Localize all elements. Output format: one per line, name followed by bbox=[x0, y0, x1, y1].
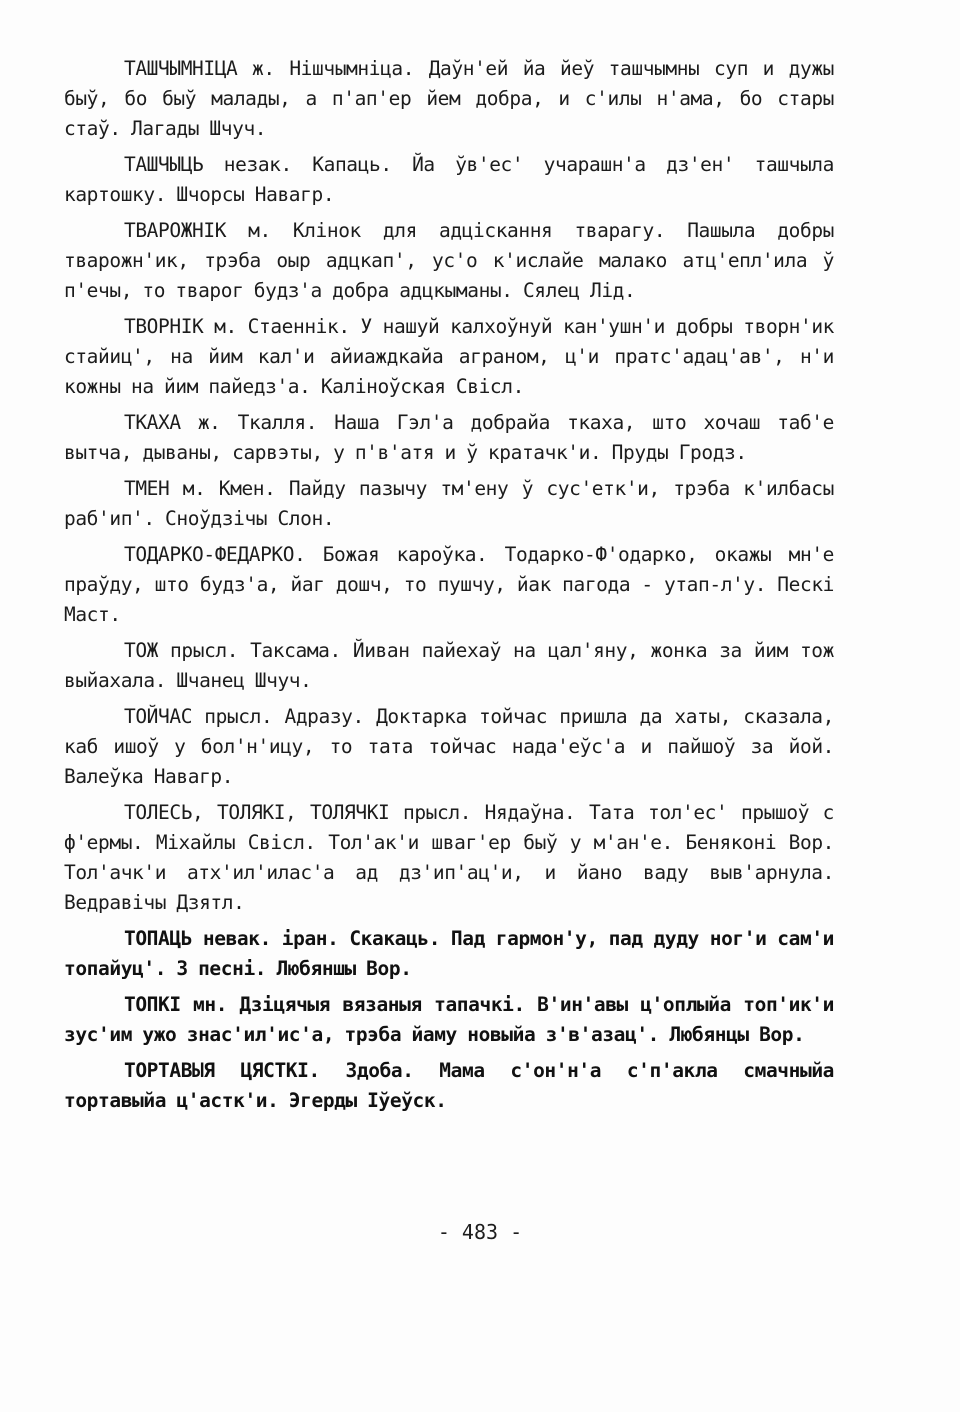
dictionary-entry: ТВОРНІК м. Стаеннік. У нашуй калхоўнуй кан'ушн'и добры творн'ик стайиц', на йим кал'и айиаждкайа аграном, ц'и пратс'адац'ав', н'и кожны на йим пайедз'а. Каліноўская Свісл. bbox=[64, 315, 834, 398]
dictionary-entry: ТКАХА ж. Ткалля. Наша Гэл'а добрайа ткаха, што хочаш таб'е вытча, дываны, сарвэты, у п'в'атя и ў кратачк'и. Пруды Гродз. bbox=[64, 411, 834, 464]
dictionary-entry: ТОПКІ мн. Дзіцячыя вязаныя тапачкі. В'ин'авы ц'оплыйа топ'ик'и зус'им ужо знас'ил'ис'а, трэба йаму новыйа з'в'азац'. Любянцы Вор. bbox=[64, 993, 834, 1046]
dictionary-entry: ТМЕН м. Кмен. Пайду пазычу тм'ену ў сус'етк'и, трэба к'илбасы раб'ип'. Сноўдзічы Слон. bbox=[64, 477, 834, 530]
dictionary-entry: ТОЖ прысл. Таксама. Йиван пайехаў на цал'яну, жонка за йим тож выйахала. Шчанец Шчуч. bbox=[64, 639, 834, 692]
dictionary-entries bbox=[64, 54, 834, 1122]
dictionary-entry: ТОЙЧАС прысл. Адразу. Доктарка тойчас пришла да хаты, сказала, каб ишоў у бол'н'ицу, то тата тойчас нада'еўс'а и пайшоў за йой. Валеўка Навагр. bbox=[64, 705, 834, 788]
dictionary-entry: ТОДАРКО-ФЕДАРКО. Божая кароўка. Тодарко-Ф'одарко, окажы мн'е праўду, што будз'а, йаг дошч, то пушчу, йак пагода - утап-л'у. Пескі Маст. bbox=[64, 543, 834, 626]
dictionary-entry: ТВАРОЖНІК м. Клінок для адціскання тварагу. Пашыла добры тварожн'ик, трэба оыр адцкап', ус'о к'ислайе малако атц'епл'ила ў п'ечы, то тварог будз'а добра адцкыманы. Сялец Лід. bbox=[64, 219, 834, 302]
dictionary-entry: ТАШЧЫЦЬ незак. Капаць. Йа ўв'ес' учарашн'а дз'ен' ташчыла картошку. Шчорсы Навагр. bbox=[64, 153, 834, 206]
page-number: - 483 - bbox=[437, 1220, 523, 1244]
dictionary-entry: ТОЛЕСЬ, ТОЛЯКІ, ТОЛЯЧКІ прысл. Нядаўна. Тата тол'ес' прышоў с ф'ермы. Міхайлы Свісл. Тол'ак'и шваг'ер быў у м'ан'е. Беняконі Вор. Тол'ачк'и атх'ил'илас'а ад дз'ип'ац'и, и йано ваду выв'арнула. Ведравічы Дзятл. bbox=[64, 801, 834, 914]
dictionary-entry: ТАШЧЫМНІЦА ж. Нішчымніца. Даўн'ей йа йеў ташчымны суп и дужы быў, бо быў малады, а п'ап'ер йем добра, и с'илы н'ама, бо стары стаў. Лагады Шчуч. bbox=[64, 57, 834, 140]
dictionary-entry: ТОРТАВЫЯ ЦЯСТКІ. Здоба. Мама с'он'н'а с'п'акла смачныйа тортавыйа ц'астк'и. Эгерды Іўеўск. bbox=[64, 1059, 834, 1112]
dictionary-entry: ТОПАЦЬ невак. іран. Скакаць. Пад гармон'у, пад дуду ног'и сам'и топайуц'. З песні. Любяншы Вор. bbox=[64, 927, 834, 980]
